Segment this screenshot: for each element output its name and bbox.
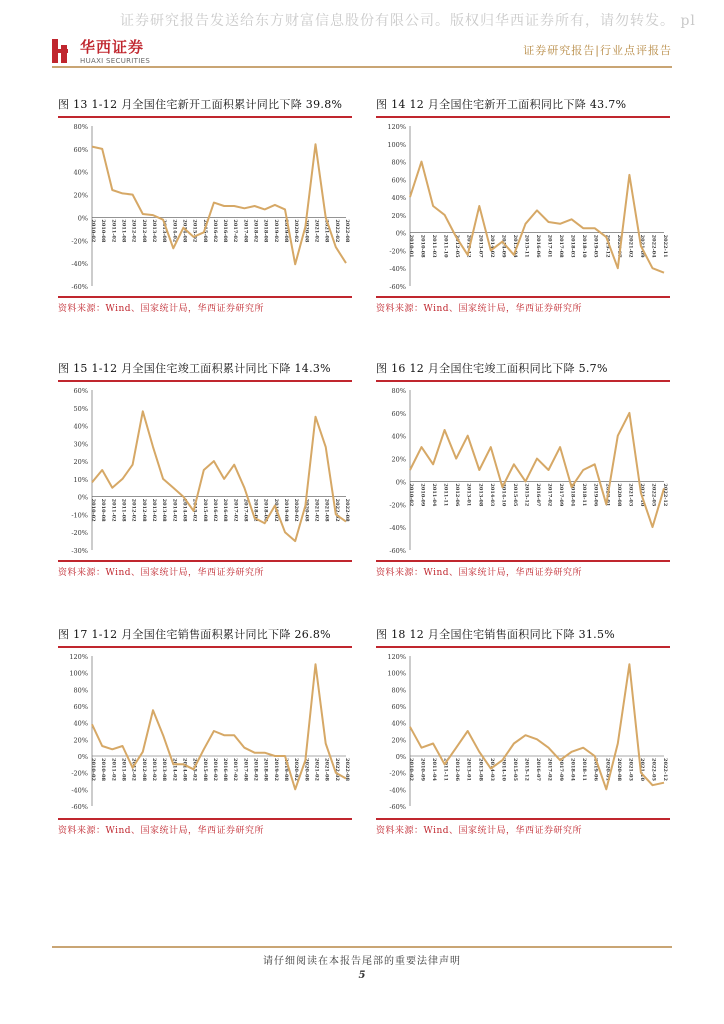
x-tick-label: 2014-03	[488, 758, 495, 781]
y-tick-label: 120%	[69, 653, 88, 661]
x-tick-label: 2019-08	[283, 758, 290, 781]
x-tick-label: 2015-02	[191, 498, 198, 522]
x-tick-label: 2020-08	[615, 758, 622, 781]
y-tick-label: 50%	[73, 404, 88, 413]
x-tick-label: 2016-08	[222, 219, 229, 243]
x-tick-label: 2012-02	[130, 219, 137, 243]
x-tick-label: 2021-08	[323, 498, 330, 522]
y-tick-label: 0%	[77, 753, 88, 761]
x-tick-label: 2017-02	[232, 219, 239, 243]
x-tick-label: 2012-02	[130, 758, 137, 781]
y-tick-label: -30%	[71, 547, 88, 555]
y-tick-label: 80%	[391, 387, 406, 395]
line-chart	[376, 646, 670, 814]
x-tick-label: 2015-05	[511, 758, 518, 781]
x-tick-label: 2019-05	[592, 234, 599, 258]
x-tick-label: 2021-02	[313, 498, 320, 522]
x-tick-label: 2013-08	[477, 758, 484, 781]
x-tick-label: 2014-02	[171, 219, 178, 243]
x-tick-label: 2016-08	[222, 498, 229, 522]
y-tick-label: 60%	[73, 145, 88, 154]
y-tick-label: -60%	[71, 283, 88, 291]
series-line	[410, 413, 664, 527]
x-tick-label: 2017-02	[546, 483, 553, 507]
x-tick-label: 2022-11	[662, 234, 668, 258]
x-tick-label: 2012-05	[454, 234, 461, 258]
x-tick-label: 2018-10	[581, 234, 588, 258]
x-tick-label: 2022-12	[662, 758, 668, 781]
x-tick-label: 2019-08	[283, 498, 290, 522]
y-tick-label: -20%	[71, 769, 88, 778]
x-tick-label: 2017-02	[546, 758, 553, 781]
x-tick-label: 2016-06	[535, 234, 541, 258]
x-tick-label: 2022-08	[344, 758, 350, 781]
y-tick-label: 80%	[391, 686, 406, 695]
figure-title: 图 13 1-12 月全国住宅新开工面积累计同比下降 39.8%	[58, 96, 352, 118]
figure-title: 图 18 12 月全国住宅销售面积同比下降 31.5%	[376, 626, 670, 648]
x-tick-label: 2018-11	[581, 758, 588, 781]
y-tick-label: 40%	[391, 194, 406, 203]
y-tick-label: 80%	[73, 686, 88, 695]
x-tick-label: 2014-08	[181, 219, 188, 243]
x-tick-label: 2010-02	[90, 219, 96, 243]
y-tick-label: 0%	[395, 478, 406, 487]
page-number: 5	[358, 970, 366, 981]
y-tick-label: 0%	[77, 214, 88, 223]
x-tick-label: 2012-06	[454, 758, 461, 781]
x-tick-label: 2015-11	[523, 234, 530, 258]
x-tick-label: 2021-03	[627, 758, 634, 781]
x-tick-label: 2017-01	[546, 234, 553, 258]
x-tick-label: 2017-08	[558, 234, 565, 258]
y-tick-label: 40%	[73, 719, 88, 728]
x-tick-label: 2021-08	[323, 758, 330, 781]
x-tick-label: 2019-06	[592, 758, 599, 781]
line-chart	[58, 116, 352, 294]
y-tick-label: -60%	[71, 803, 88, 811]
x-tick-label: 2017-02	[232, 758, 239, 781]
x-tick-label: 2020-01	[604, 483, 611, 507]
figure-source: 资料来源：Wind、国家统计局，华西证券研究所	[376, 296, 670, 314]
x-tick-label: 2022-02	[333, 758, 340, 781]
x-tick-label: 2015-12	[523, 483, 530, 507]
x-tick-label: 2020-08	[303, 498, 310, 522]
x-tick-label: 2020-02	[293, 498, 300, 522]
y-tick-label: 20%	[391, 736, 406, 745]
x-tick-label: 2011-04	[431, 483, 438, 507]
x-tick-label: 2012-12	[465, 234, 472, 258]
figure-source: 资料来源：Wind、国家统计局，华西证券研究所	[376, 818, 670, 836]
y-tick-label: -40%	[389, 524, 406, 533]
x-tick-label: 2014-02	[171, 758, 178, 781]
figure-title: 图 16 12 月全国住宅竣工面积同比下降 5.7%	[376, 360, 670, 382]
x-tick-label: 2017-09	[558, 758, 565, 781]
y-tick-label: 40%	[73, 422, 88, 431]
x-tick-label: 2015-05	[511, 483, 518, 507]
x-tick-label: 2010-02	[408, 758, 414, 781]
x-tick-label: 2022-05	[650, 758, 657, 781]
x-tick-label: 2017-08	[242, 219, 249, 243]
figure-source: 资料来源：Wind、国家统计局，华西证券研究所	[58, 296, 352, 314]
x-tick-label: 2015-08	[201, 758, 208, 781]
y-tick-label: 100%	[387, 140, 406, 149]
y-tick-label: -40%	[71, 786, 88, 795]
x-tick-label: 2018-11	[581, 483, 588, 507]
x-tick-label: 2022-02	[333, 498, 340, 522]
line-chart	[58, 646, 352, 814]
x-tick-label: 2015-12	[523, 758, 530, 781]
x-tick-label: 2021-02	[313, 758, 320, 781]
x-tick-label: 2019-08	[283, 219, 290, 243]
x-tick-label: 2018-03	[569, 234, 576, 258]
footer-divider	[52, 946, 672, 948]
watermark: 证券研究报告发送给东方财富信息股份有限公司。版权归华西证券所有，请勿转发。 pl	[120, 13, 696, 29]
figure-title: 图 17 1-12 月全国住宅销售面积累计同比下降 26.8%	[58, 626, 352, 648]
y-tick-label: 20%	[391, 455, 406, 464]
x-tick-label: 2013-02	[150, 219, 157, 243]
x-tick-label: 2020-08	[303, 219, 310, 243]
x-tick-label: 2011-11	[442, 483, 449, 507]
x-tick-label: 2022-04	[650, 234, 657, 258]
y-tick-label: 20%	[73, 458, 88, 467]
x-tick-label: 2013-01	[465, 483, 472, 507]
y-tick-label: 20%	[73, 736, 88, 745]
x-tick-label: 2010-09	[419, 758, 426, 781]
x-tick-label: 2015-02	[191, 758, 198, 781]
x-tick-label: 2022-08	[344, 219, 350, 243]
x-tick-label: 2011-08	[120, 758, 127, 781]
legal-notice: 请仔细阅读在本报告尾部的重要法律声明	[263, 956, 461, 967]
series-line	[92, 144, 346, 264]
x-tick-label: 2019-12	[604, 234, 611, 258]
x-tick-label: 2018-08	[262, 758, 269, 781]
x-tick-label: 2015-04	[511, 234, 518, 258]
x-tick-label: 2013-08	[161, 498, 168, 522]
x-tick-label: 2010-02	[90, 758, 96, 781]
x-tick-label: 2022-02	[333, 219, 340, 243]
x-tick-label: 2012-08	[140, 498, 147, 522]
x-tick-label: 2010-08	[100, 498, 107, 522]
y-tick-label: -20%	[71, 237, 88, 246]
y-tick-label: -10%	[71, 511, 88, 520]
x-tick-label: 2020-08	[615, 483, 622, 507]
y-tick-label: -60%	[389, 283, 406, 291]
x-tick-label: 2021-02	[313, 219, 320, 243]
logo-en: HUAXI SECURITIES	[80, 57, 151, 65]
y-tick-label: 0%	[77, 493, 88, 502]
y-tick-label: 100%	[387, 669, 406, 678]
x-tick-label: 2017-08	[242, 758, 249, 781]
x-tick-label: 2018-02	[252, 498, 259, 522]
x-tick-label: 2020-02	[293, 758, 300, 781]
y-tick-label: 0%	[395, 229, 406, 238]
x-tick-label: 2021-10	[638, 758, 645, 781]
x-tick-label: 2017-02	[232, 498, 239, 522]
x-tick-label: 2012-08	[140, 219, 147, 243]
y-tick-label: 80%	[391, 158, 406, 167]
x-tick-label: 2018-04	[569, 483, 576, 507]
x-tick-label: 2010-02	[408, 483, 414, 507]
x-tick-label: 2015-08	[201, 498, 208, 522]
x-tick-label: 2017-08	[242, 498, 249, 522]
x-tick-label: 2016-07	[535, 483, 541, 507]
line-chart	[58, 380, 352, 558]
x-tick-label: 2019-02	[272, 498, 279, 522]
y-tick-label: -40%	[389, 786, 406, 795]
x-tick-label: 2012-06	[454, 483, 461, 507]
x-tick-label: 2019-02	[272, 758, 279, 781]
report-type: 证券研究报告|行业点评报告	[523, 44, 672, 57]
x-tick-label: 2018-02	[252, 758, 259, 781]
y-tick-label: -40%	[71, 260, 88, 269]
x-tick-label: 2021-09	[638, 234, 645, 258]
x-tick-label: 2011-02	[110, 498, 117, 522]
y-tick-label: 0%	[395, 753, 406, 761]
y-tick-label: -60%	[389, 547, 406, 555]
y-tick-label: 30%	[73, 440, 88, 449]
x-tick-label: 2015-08	[201, 219, 208, 243]
x-tick-label: 2018-08	[262, 219, 269, 243]
header-divider	[52, 66, 672, 68]
x-tick-label: 2011-10	[442, 234, 449, 258]
x-tick-label: 2021-03	[627, 483, 634, 507]
x-tick-label: 2014-08	[181, 498, 188, 522]
y-tick-label: -40%	[389, 265, 406, 274]
y-tick-label: 60%	[73, 387, 88, 395]
x-tick-label: 2011-03	[431, 234, 438, 258]
x-tick-label: 2012-02	[130, 498, 137, 522]
logo-mark-icon	[52, 39, 74, 63]
x-tick-label: 2013-02	[150, 758, 157, 781]
x-tick-label: 2013-01	[465, 758, 472, 781]
x-tick-label: 2021-10	[638, 483, 645, 507]
y-tick-label: 120%	[387, 653, 406, 661]
x-tick-label: 2021-02	[627, 234, 634, 258]
x-tick-label: 2011-08	[120, 219, 127, 243]
y-tick-label: -20%	[71, 529, 88, 538]
x-tick-label: 2010-08	[419, 234, 426, 258]
figure-source: 资料来源：Wind、国家统计局，华西证券研究所	[376, 560, 670, 578]
x-tick-label: 2019-06	[592, 483, 599, 507]
x-tick-label: 2010-08	[100, 758, 107, 781]
line-chart	[376, 116, 670, 294]
figure-title: 图 14 12 月全国住宅新开工面积同比下降 43.7%	[376, 96, 670, 118]
y-tick-label: 100%	[69, 669, 88, 678]
x-tick-label: 2016-02	[211, 758, 218, 781]
x-tick-label: 2014-09	[500, 234, 507, 258]
x-tick-label: 2022-12	[662, 483, 668, 507]
y-tick-label: 40%	[391, 432, 406, 441]
x-tick-label: 2013-08	[161, 219, 168, 243]
x-tick-label: 2015-02	[191, 219, 198, 243]
x-tick-label: 2020-02	[293, 219, 300, 243]
x-tick-label: 2016-02	[211, 219, 218, 243]
x-tick-label: 2017-09	[558, 483, 565, 507]
x-tick-label: 2011-02	[110, 219, 117, 243]
figure-title: 图 15 1-12 月全国住宅竣工面积累计同比下降 14.3%	[58, 360, 352, 382]
figure-source: 资料来源：Wind、国家统计局，华西证券研究所	[58, 818, 352, 836]
y-tick-label: 20%	[391, 211, 406, 220]
x-tick-label: 2018-08	[262, 498, 269, 522]
x-tick-label: 2020-07	[615, 234, 622, 258]
x-tick-label: 2016-08	[222, 758, 229, 781]
y-tick-label: 120%	[387, 123, 406, 131]
x-tick-label: 2010-01	[408, 234, 414, 258]
y-tick-label: 40%	[73, 168, 88, 177]
x-tick-label: 2022-05	[650, 483, 657, 507]
x-tick-label: 2018-02	[252, 219, 259, 243]
x-tick-label: 2014-08	[181, 758, 188, 781]
x-tick-label: 2011-02	[110, 758, 117, 781]
x-tick-label: 2011-04	[431, 758, 438, 781]
logo-cn: 华西证券	[80, 38, 145, 56]
x-tick-label: 2022-08	[344, 498, 350, 522]
x-tick-label: 2019-02	[272, 219, 279, 243]
x-tick-label: 2010-09	[419, 483, 426, 507]
x-tick-label: 2011-08	[120, 498, 127, 522]
y-tick-label: 80%	[73, 123, 88, 131]
x-tick-label: 2020-08	[303, 758, 310, 781]
x-tick-label: 2014-02	[171, 498, 178, 522]
y-tick-label: -60%	[389, 803, 406, 811]
figure-source: 资料来源：Wind、国家统计局，华西证券研究所	[58, 560, 352, 578]
y-tick-label: 20%	[73, 191, 88, 200]
x-tick-label: 2013-07	[477, 234, 484, 258]
x-tick-label: 2018-04	[569, 758, 576, 781]
x-tick-label: 2013-08	[161, 758, 168, 781]
line-chart	[376, 380, 670, 558]
y-tick-label: -20%	[389, 769, 406, 778]
y-tick-label: 60%	[391, 409, 406, 418]
x-tick-label: 2012-08	[140, 758, 147, 781]
x-tick-label: 2010-02	[90, 498, 96, 522]
y-tick-label: 60%	[391, 176, 406, 185]
x-tick-label: 2020-01	[604, 758, 611, 781]
y-tick-label: -20%	[389, 247, 406, 256]
x-tick-label: 2010-08	[100, 219, 107, 243]
x-tick-label: 2013-02	[150, 498, 157, 522]
x-tick-label: 2016-02	[211, 498, 218, 522]
x-tick-label: 2013-08	[477, 483, 484, 507]
y-tick-label: 40%	[391, 719, 406, 728]
x-tick-label: 2014-02	[488, 234, 495, 258]
x-tick-label: 2021-08	[323, 219, 330, 243]
x-tick-label: 2014-10	[500, 758, 507, 781]
x-tick-label: 2016-07	[535, 758, 541, 781]
x-tick-label: 2014-03	[488, 483, 495, 507]
y-tick-label: -20%	[389, 501, 406, 510]
y-tick-label: 60%	[73, 703, 88, 711]
company-logo	[52, 36, 150, 65]
x-tick-label: 2011-11	[442, 758, 449, 781]
y-tick-label: 60%	[391, 703, 406, 711]
x-tick-label: 2014-10	[500, 483, 507, 507]
y-tick-label: 10%	[73, 475, 88, 484]
